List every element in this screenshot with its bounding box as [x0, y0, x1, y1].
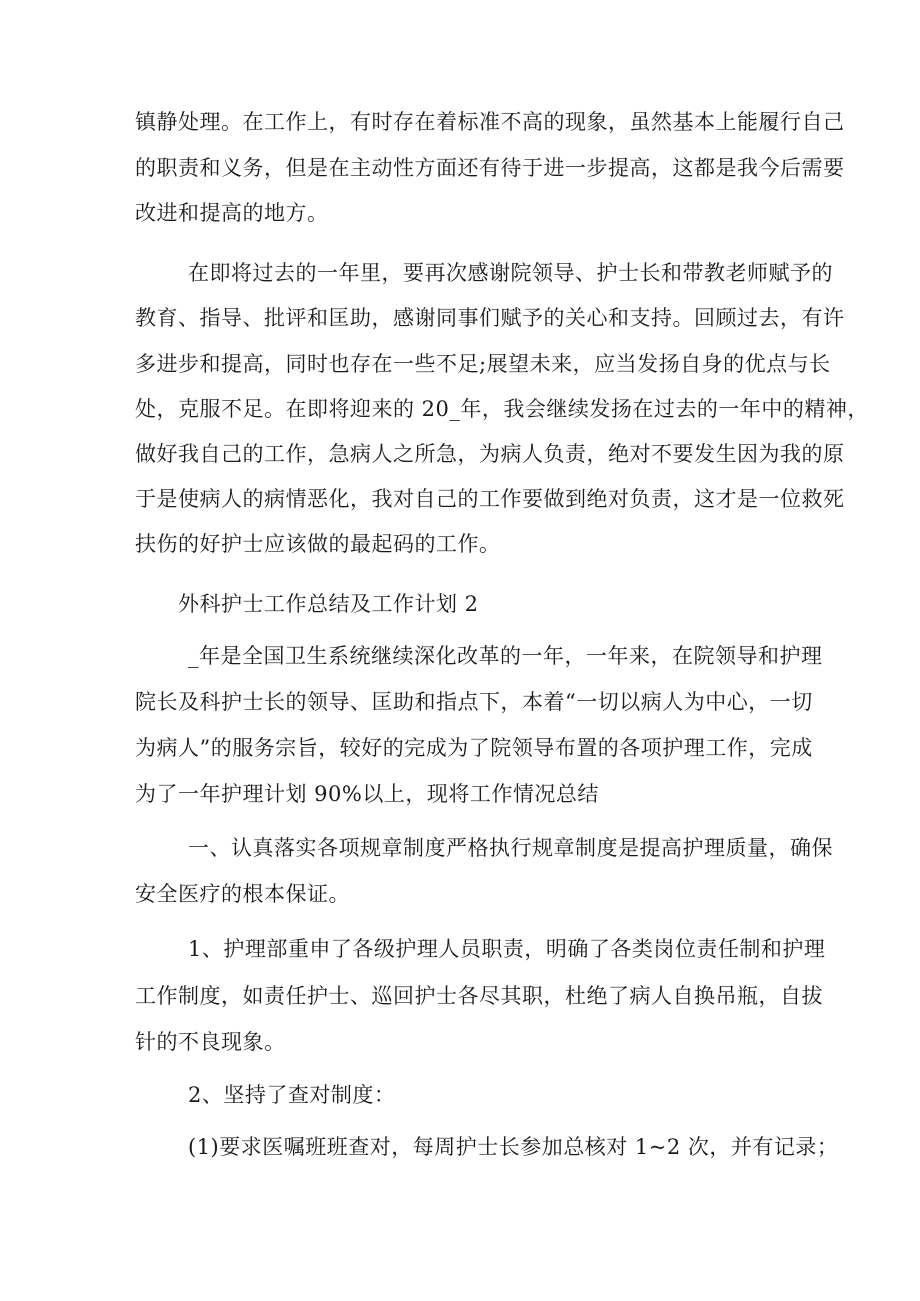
paragraph-line: 的职责和义务，但是在主动性方面还有待于进一步提高，这都是我今后需要 [135, 156, 845, 180]
paragraph-line: 为病人”的服务宗旨，较好的完成为了院领导布置的各项护理工作，完成 [135, 736, 813, 760]
paragraph-line: 在即将过去的一年里，要再次感谢院领导、护士长和带教老师赋予的 [188, 261, 833, 285]
paragraph-line: 于是使病人的病情恶化，我对自己的工作要做到绝对负责，这才是一位救死 [135, 487, 845, 511]
paragraph-line: _年是全国卫生系统继续深化改革的一年，一年来，在院领导和护理 [188, 644, 823, 668]
section-heading: 外科护士工作总结及工作计划 2 [178, 592, 479, 616]
paragraph-line: 安全医疗的根本保证。 [135, 882, 350, 906]
paragraph-line: 1、护理部重申了各级护理人员职责，明确了各类岗位责任制和护理 [188, 937, 826, 961]
paragraph-line: 工作制度，如责任护士、巡回护士各尽其职，杜绝了病人自换吊瓶，自拔 [135, 984, 823, 1008]
paragraph-line: (1)要求医嘱班班查对，每周护士长参加总核对 1~2 次，并有记录； [188, 1135, 839, 1159]
paragraph-line: 多进步和提高，同时也存在一些不足;展望未来，应当发扬自身的优点与长 [135, 352, 831, 376]
paragraph-line: 为了一年护理计划 90%以上，现将工作情况总结 [135, 782, 599, 806]
paragraph-line: 扶伤的好护士应该做的最起码的工作。 [135, 532, 501, 556]
paragraph-line: 院长及科护士长的领导、匡助和指点下，本着“一切以病人为中心，一切 [135, 690, 813, 714]
paragraph-line: 改进和提高的地方。 [135, 201, 329, 225]
paragraph-line: 一、认真落实各项规章制度严格执行规章制度是提高护理质量，确保 [188, 836, 833, 860]
paragraph-line: 处，克服不足。在即将迎来的 20_年，我会继续发扬在过去的一年中的精神， [135, 397, 869, 421]
paragraph-line: 镇静处理。在工作上，有时存在着标准不高的现象，虽然基本上能履行自己 [135, 110, 845, 134]
paragraph-line: 2、坚持了查对制度： [188, 1083, 396, 1107]
paragraph-line: 做好我自己的工作，急病人之所急，为病人负责，绝对不要发生因为我的原 [135, 442, 845, 466]
paragraph-line: 针的不良现象。 [135, 1030, 286, 1054]
paragraph-line: 教育、指导、批评和匡助，感谢同事们赋予的关心和支持。回顾过去，有许 [135, 306, 845, 330]
